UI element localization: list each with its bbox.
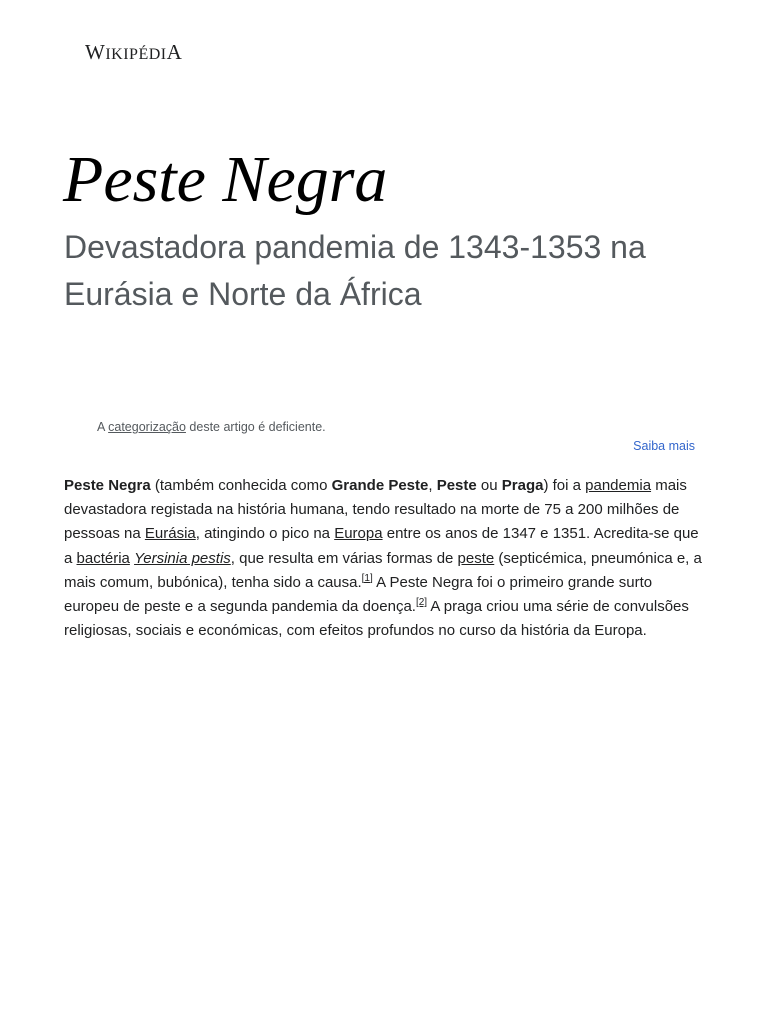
- lead-text: (septicémica, pneumónica e, a mais comum, bubónica), tenha sido a causa.: [64, 549, 702, 591]
- wordmark-last: A: [166, 40, 183, 64]
- wikipedia-wordmark[interactable]: [85, 40, 182, 67]
- lead-text: , que resulta em várias formas de: [230, 549, 458, 567]
- link-eurasia[interactable]: Eurásia: [144, 525, 196, 543]
- reference-2: [416, 597, 427, 608]
- reference-1: [362, 573, 373, 584]
- lead-bold-term: Peste Negra: [64, 477, 151, 494]
- lead-bold-term: Praga: [501, 477, 544, 494]
- lead-bold-term: Peste: [436, 477, 477, 494]
- page-description: Devastadora pandemia de 1343-1353 na Eurásia e Norte da África: [64, 229, 646, 312]
- lead-text: mais devastadora registada na história humana, tendo resultado na morte de 75 a 200 milhões de pessoas na: [64, 477, 687, 543]
- link-pandemia[interactable]: pandemia: [585, 477, 652, 494]
- link-yersinia-pestis-label: Yersinia pestis: [134, 549, 231, 567]
- notice-suffix: deste artigo é deficiente.: [185, 420, 326, 434]
- categorization-link[interactable]: categorização: [108, 420, 186, 434]
- lead-text: A praga criou uma série de convulsões religiosas, sociais e económicas, com efeitos profundos no curso da história da Europa.: [64, 598, 689, 640]
- categorization-notice: [97, 419, 326, 436]
- wordmark-mid: IKIPÉDI: [105, 46, 167, 63]
- lead-paragraph: [64, 474, 704, 643]
- wordmark-first: W: [85, 40, 106, 64]
- link-peste[interactable]: peste: [457, 549, 495, 567]
- learn-more-link[interactable]: Saiba mais: [633, 439, 695, 453]
- lead-text: ,: [428, 477, 437, 494]
- lead-bold-term: Grande Peste: [331, 477, 429, 494]
- lead-text: ou: [476, 477, 502, 494]
- link-bacteria[interactable]: bactéria: [76, 549, 130, 567]
- lead-text: A Peste Negra foi o primeiro grande surto europeu de peste e a segunda pandemia da doença.: [64, 573, 653, 616]
- link-yersinia-pestis[interactable]: [134, 550, 231, 567]
- reference-2-link[interactable]: [2]: [415, 597, 428, 609]
- notice-prefix: A: [97, 420, 109, 434]
- lead-text: ) foi a: [543, 477, 586, 494]
- page-title: Peste Negra: [63, 143, 388, 216]
- reference-1-link[interactable]: [1]: [361, 572, 373, 584]
- lead-text: (também conhecida como: [150, 477, 332, 494]
- link-europa[interactable]: Europa: [334, 525, 383, 543]
- lead-text: entre os anos de 1347 e 1351. Acredita-se que a: [64, 525, 699, 567]
- lead-text: , atingindo o pico na: [195, 525, 335, 543]
